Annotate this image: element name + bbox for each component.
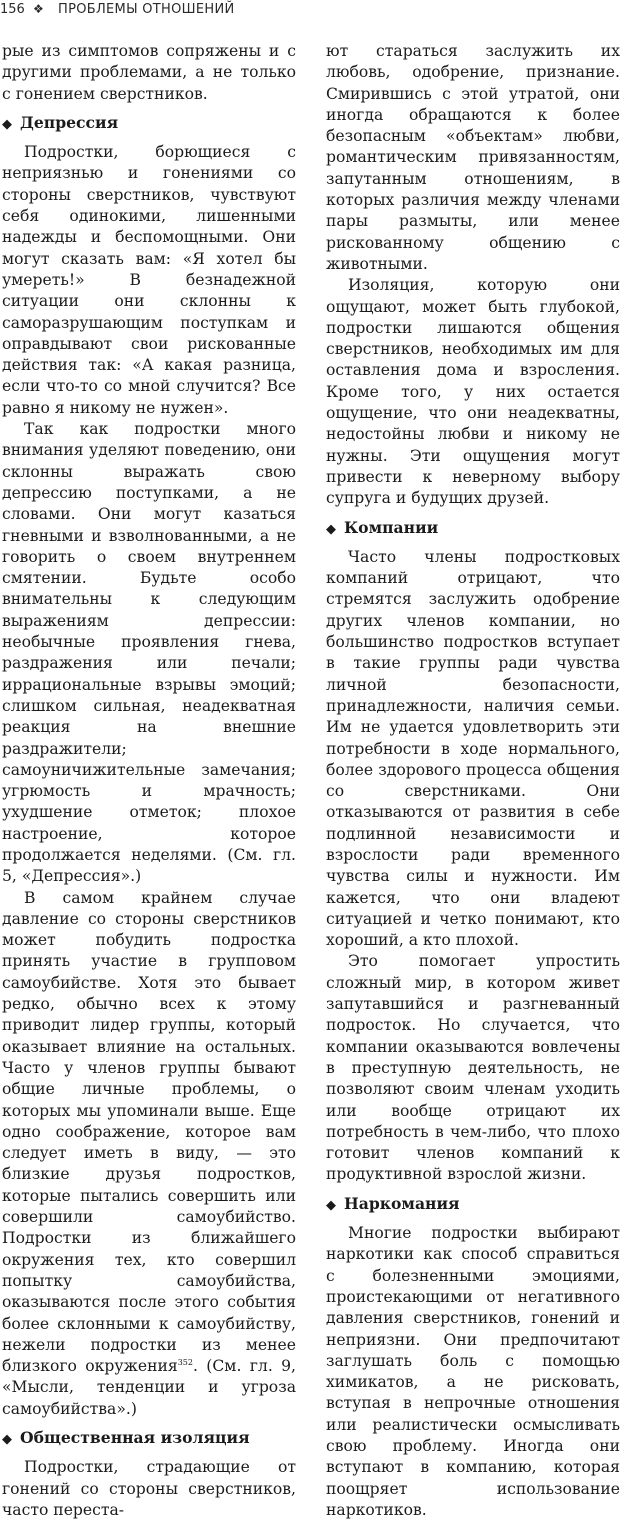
diamond-bullet-icon: ◆	[326, 1197, 336, 1213]
diamond-bullet-icon: ◆	[2, 1432, 12, 1447]
diamond-bullet-icon: ◆	[326, 521, 336, 537]
ornament-icon: ❖	[33, 2, 44, 16]
paragraph: Многие подростки выбирают наркотики как способ справиться с болезненными эмоциями, проистекающими от негативного давления сверстников, гонений и неприязни. Они предпочитают заглушать боль с помощью химикатов, а не рисковать, вступая в непрочные отношения или реалистически осмысливать свою проблему. Иногда они вступают в компанию, которая поощряет использование наркотиков.	[326, 1224, 620, 1519]
section-heading-depression	[2, 112, 296, 135]
paragraph: ют стараться заслужить их любовь, одобрение, признание. Смирившись с этой утратой, они иногда обращаются к более безопасным «объектам» любви, романтическим привязанностям, запутанным отношениям, в которых различия между членами пары размыты, или менее рискованному общению с животными.	[326, 42, 620, 273]
paragraph	[2, 888, 296, 1420]
running-title: ПРОБЛЕМЫ ОТНОШЕНИЙ	[58, 2, 235, 17]
paragraph-text: В самом крайнем случае давление со стороны сверстников может побудить подростка принять участие в групповом самоубийстве. Хотя это бывает редко, обычно всех к этому приводит лидер группы, который оказывает влияние на остальных. Часто у членов группы бывают общие личные проблемы, о которых мы упоминали выше. Еще одно соображение, которое вам следует иметь в виду, — это близкие друзья подростков, которые пытались совершить или совершили самоубийство. Подростки из ближайшего окружения тех, кто совершил попытку самоубийства, оказываются после этого события более склонными к самоубийству, нежели подростки из менее близкого окружения	[2, 888, 296, 1376]
paragraph: Часто члены подростковых компаний отрицают, что стремятся заслужить одобрение других членов компании, но большинство подростков вступает в такие группы ради чувства личной безопасности, принадлежности, наличия семьи. Им не удается удовлетворить эти потребности в ходе нормального, более здорового процесса общения со сверстниками. Они отказываются от развития в себе подлинной независимости и взрослости ради временного чувства силы и нужности. Им кажется, что они владеют ситуацией и четко понимают, кто хороший, а кто плохой.	[326, 547, 620, 950]
paragraph: Изоляция, которую они ощущают, может быть глубокой, подростки лишаются общения сверстников, необходимых им для оставления дома и взросления. Кроме того, у них остается ощущение, что они неадекватны, недостойны любви и никому не нужны. Эти ощущения могут привести к неверному выбору супруга и будущих друзей.	[326, 276, 620, 508]
page-header	[0, 2, 620, 24]
paragraph: Так как подростки много внимания уделяют поведению, они склонны выражать свою депрессию поступками, а не словами. Они могут казаться гневными и взволнованными, а не говорить о своем внутреннем смятении. Будьте особо внимательны к следующим выражениям депрессии: необычные проявления гнева, раздражения или печали; иррациональные взрывы эмоций; слишком сильная, неадекватная реакция на внешние раздражители; самоуничижительные замечания; угрюмость и мрачность; ухудшение отметок; плохое настроение, которое продолжается неделями. (См. гл. 5, «Депрессия».)	[2, 420, 296, 886]
section-heading-text: Депрессия	[20, 112, 119, 132]
section-heading-gangs	[326, 517, 620, 540]
section-heading-text: Общественная изоляция	[20, 1428, 250, 1447]
paragraph: рые из симптомов сопряжены и с другими проблемами, а не только с гонением сверстников.	[2, 42, 296, 103]
paragraph-text: . (См. гл. 9, «Мысли, тенденции и угроза самоубийства».)	[2, 1357, 296, 1418]
section-heading-text: Компании	[344, 517, 439, 537]
paragraph: Это помогает упростить сложный мир, в котором живет запутавшийся и разгневанный подросток. Но случается, что компании оказываются вовлечены в преступную деятельность, не позволяют своим членам уходить или вообще отрицают их потребность в чем-либо, что плохо готовит членов компаний к продуктивной взрослой жизни.	[326, 952, 620, 1184]
section-heading-drugs	[326, 1193, 620, 1216]
paragraph: Подростки, борющиеся с неприязнью и гонениями со стороны сверстников, чувствуют себя одинокими, лишенными надежды и беспомощными. Они могут сказать вам: «Я хотел бы умереть!» В безнадежной ситуации они склонны к саморазрушающим поступкам и оправдывают свои рискованные действия так: «А какая разница, если что-то со мной случится? Все равно я никому не нужен».	[2, 143, 296, 417]
paragraph: Подростки, страдающие от гонений со стороны сверстников, часто переста-	[2, 1458, 296, 1519]
left-column	[2, 41, 296, 1521]
footnote-ref: 352	[177, 1357, 193, 1367]
page-number: 156	[0, 2, 25, 17]
diamond-bullet-icon: ◆	[2, 116, 12, 132]
section-heading-text: Наркомания	[344, 1193, 460, 1213]
section-heading-isolation	[2, 1427, 296, 1450]
right-column	[326, 41, 620, 1521]
